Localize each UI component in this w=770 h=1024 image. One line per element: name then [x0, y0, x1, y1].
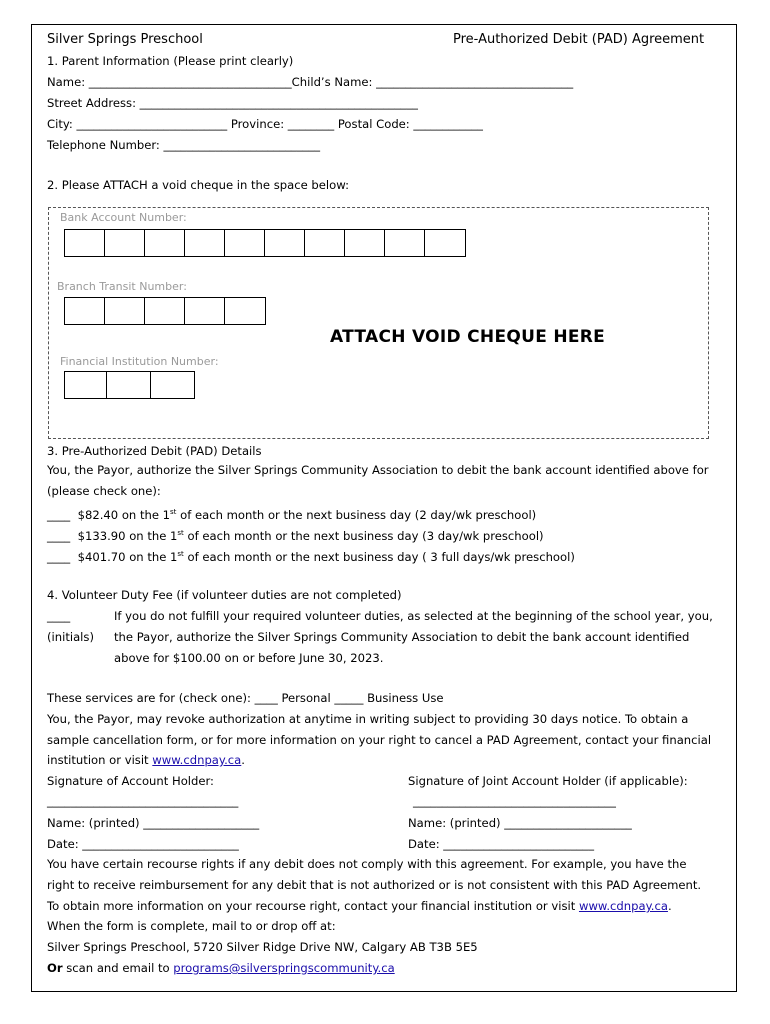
option-3day[interactable]: ____ $133.90 on the 1st of each month or the next business day (3 day/wk preschool): [47, 528, 544, 543]
option-2day[interactable]: ____ $82.40 on the 1st of each month or the next business day (2 day/wk preschool): [47, 507, 537, 522]
org-name: Silver Springs Preschool: [47, 32, 203, 47]
street-address-field[interactable]: Street Address: ________________________________________________: [47, 96, 418, 110]
revoke-text-2: sample cancellation form, or for more information on your right to cancel a PAD Agreement, contact your financial: [47, 733, 712, 747]
volunteer-text-1: If you do not fulfill your required volunteer duties, as selected at the beginning of the school year, you,: [114, 609, 713, 623]
attach-cheque-text: ATTACH VOID CHEQUE HERE: [330, 327, 606, 347]
submission-instructions: When the form is complete, mail to or drop off at:: [47, 919, 336, 933]
volunteer-text-2: the Payor, authorize the Silver Springs Community Association to debit the bank account identified: [114, 630, 690, 644]
branch-transit-label: Branch Transit Number:: [57, 280, 187, 293]
joint-holder-signature-label: Signature of Joint Account Holder (if applicable):: [408, 774, 688, 788]
email-link[interactable]: programs@silverspringscommunity.ca: [173, 961, 395, 975]
section3-intro-2: (please check one):: [47, 484, 161, 498]
account-holder-date[interactable]: Date: ___________________________: [47, 837, 239, 851]
section3-title: 3. Pre-Authorized Debit (PAD) Details: [47, 444, 262, 458]
cdnpay-link[interactable]: www.cdnpay.ca: [152, 753, 242, 767]
initials-label: (initials): [47, 630, 94, 644]
recourse-text-1: You have certain recourse rights if any debit does not comply with this agreement. For example, you have the: [47, 857, 687, 871]
name-field[interactable]: Name: ___________________________________Child’s Name: __________________________________: [47, 75, 574, 89]
recourse-text-3: To obtain more information on your recourse right, contact your financial institution or visit www.cdnpay.ca.: [47, 899, 672, 913]
section1-title: 1. Parent Information (Please print clearly): [47, 54, 294, 68]
joint-holder-date[interactable]: Date: __________________________: [408, 837, 595, 851]
financial-institution-label: Financial Institution Number:: [60, 355, 219, 368]
document-title: Pre-Authorized Debit (PAD) Agreement: [453, 32, 705, 47]
joint-holder-printed-name[interactable]: Name: (printed) ______________________: [408, 816, 632, 830]
city-province-postal-field[interactable]: City: __________________________ Province: ________ Postal Code: ____________: [47, 117, 483, 131]
service-type-choice[interactable]: These services are for (check one): ____ Personal _____ Business Use: [47, 691, 444, 705]
mailing-address: Silver Springs Preschool, 5720 Silver Ridge Drive NW, Calgary AB T3B 5E5: [47, 940, 478, 954]
email-instructions: Or scan and email to programs@silverspringscommunity.ca: [47, 961, 395, 975]
telephone-field[interactable]: Telephone Number: ___________________________: [47, 138, 321, 152]
initials-blank[interactable]: ____: [47, 609, 71, 623]
section3-intro: You, the Payor, authorize the Silver Springs Community Association to debit the bank account identified above for: [47, 463, 709, 477]
account-holder-signature-label: Signature of Account Holder:: [47, 774, 214, 788]
account-holder-signature-line[interactable]: _________________________________: [47, 794, 239, 808]
revoke-text-3: institution or visit www.cdnpay.ca.: [47, 753, 245, 767]
financial-institution-boxes[interactable]: [64, 371, 195, 399]
bank-account-label: Bank Account Number:: [60, 211, 187, 224]
cdnpay-link-2[interactable]: www.cdnpay.ca: [578, 899, 668, 913]
joint-holder-signature-line[interactable]: ___________________________________: [413, 794, 616, 808]
option-3fullday[interactable]: ____ $401.70 on the 1st of each month or the next business day ( 3 full days/wk preschool): [47, 549, 575, 564]
recourse-text-2: right to receive reimbursement for any debit that is not authorized or is not consistent with this PAD Agreement.: [47, 878, 702, 892]
section2-title: 2. Please ATTACH a void cheque in the space below:: [47, 178, 349, 192]
volunteer-text-3: above for $100.00 on or before June 30, 2023.: [114, 651, 384, 665]
section4-title: 4. Volunteer Duty Fee (if volunteer duties are not completed): [47, 588, 402, 602]
branch-transit-boxes[interactable]: [64, 297, 266, 325]
revoke-text-1: You, the Payor, may revoke authorization at anytime in writing subject to providing 30 days notice. To obtain a: [47, 712, 689, 726]
account-holder-printed-name[interactable]: Name: (printed) ____________________: [47, 816, 260, 830]
bank-account-boxes[interactable]: [64, 229, 466, 257]
